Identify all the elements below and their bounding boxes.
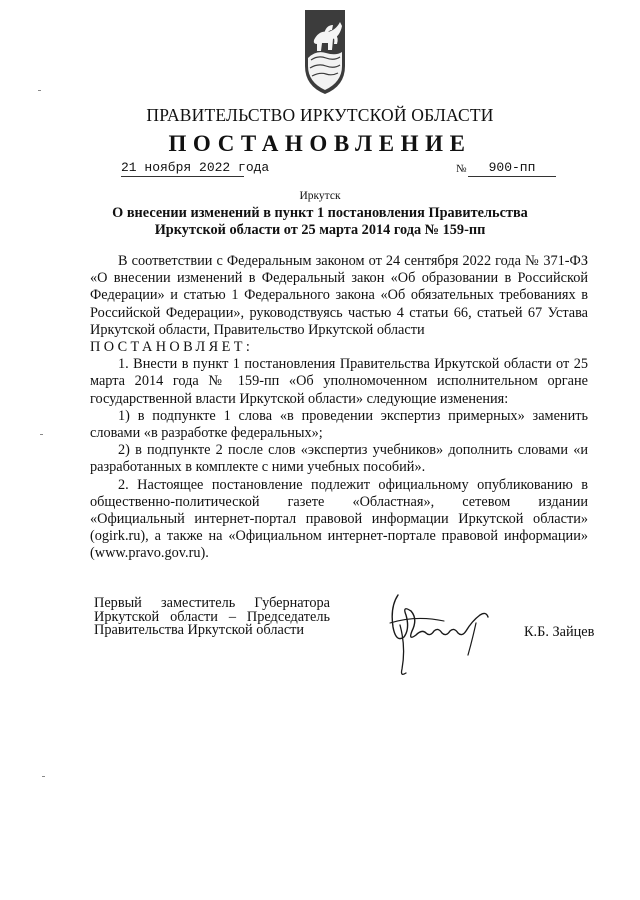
- signer-position-line: Иркутской области – Председатель: [94, 608, 330, 625]
- preamble-paragraph: В соответствии с Федеральным законом от 24 сентября 2022 года № 371-ФЗ «О внесении изменений в Федеральный закон «Об образовании в Российской Федерации» и статью 1 Федерального закона «Об обязательных требованиях в Российской Федерации», руководствуясь частью 4 статьи 66, статьей 67 Устава Иркутской области, Правительство Иркутской области: [90, 253, 588, 338]
- signer-position: [94, 597, 330, 638]
- signer-name: К.Б. Зайцев: [524, 624, 595, 640]
- resolves-heading: ПОСТАНОВЛЯЕТ:: [90, 339, 254, 356]
- item-1-paragraph: 1. Внести в пункт 1 постановления Правительства Иркутской области от 25 марта 2014 года № 159-пп «Об уполномоченном исполнительном органе государственной власти Иркутской области» следующие изменения:: [90, 356, 588, 407]
- document-date: 21 ноября 2022 года: [121, 160, 270, 175]
- coat-of-arms-icon: [302, 8, 348, 96]
- document-body: [90, 253, 588, 563]
- item-2-paragraph: 2. Настоящее постановление подлежит официальному опубликованию в общественно-политической газете «Областная», сетевом издании «Официальный интернет-портал правовой информации Иркутской области» (ogirk.ru), а также на «Официальном интернет-портале правовой информации» (www.pravo.gov.ru).: [90, 476, 588, 562]
- document-number: 900-пп: [468, 160, 556, 177]
- number-sign: №: [456, 163, 467, 175]
- item-1-2-paragraph: 2) в подпункте 2 после слов «экспертиз учебников» дополнить словами «и разработанных в комплекте с ними учебных пособий».: [90, 442, 588, 476]
- item-1-1-paragraph: 1) в подпункте 1 слова «в проведении экспертиз примерных» заменить словами «в разработке федеральных»;: [90, 407, 588, 442]
- document-subject: О внесении изменений в пункт 1 постановления Правительства Иркутской области от 25 марта 2014 года № 159-пп: [112, 205, 528, 238]
- document-type-heading: ПОСТАНОВЛЕНИЕ: [168, 131, 472, 156]
- document-city: Иркутск: [299, 190, 341, 202]
- signer-position-line: Правительства Иркутской области: [94, 622, 305, 638]
- signer-position-line: Первый заместитель Губернатора: [94, 595, 330, 611]
- scan-speck: [42, 776, 45, 777]
- government-title: ПРАВИТЕЛЬСТВО ИРКУТСКОЙ ОБЛАСТИ: [146, 105, 494, 125]
- scan-speck: [38, 90, 41, 91]
- handwritten-signature-icon: [376, 585, 501, 680]
- scan-speck: [40, 434, 43, 435]
